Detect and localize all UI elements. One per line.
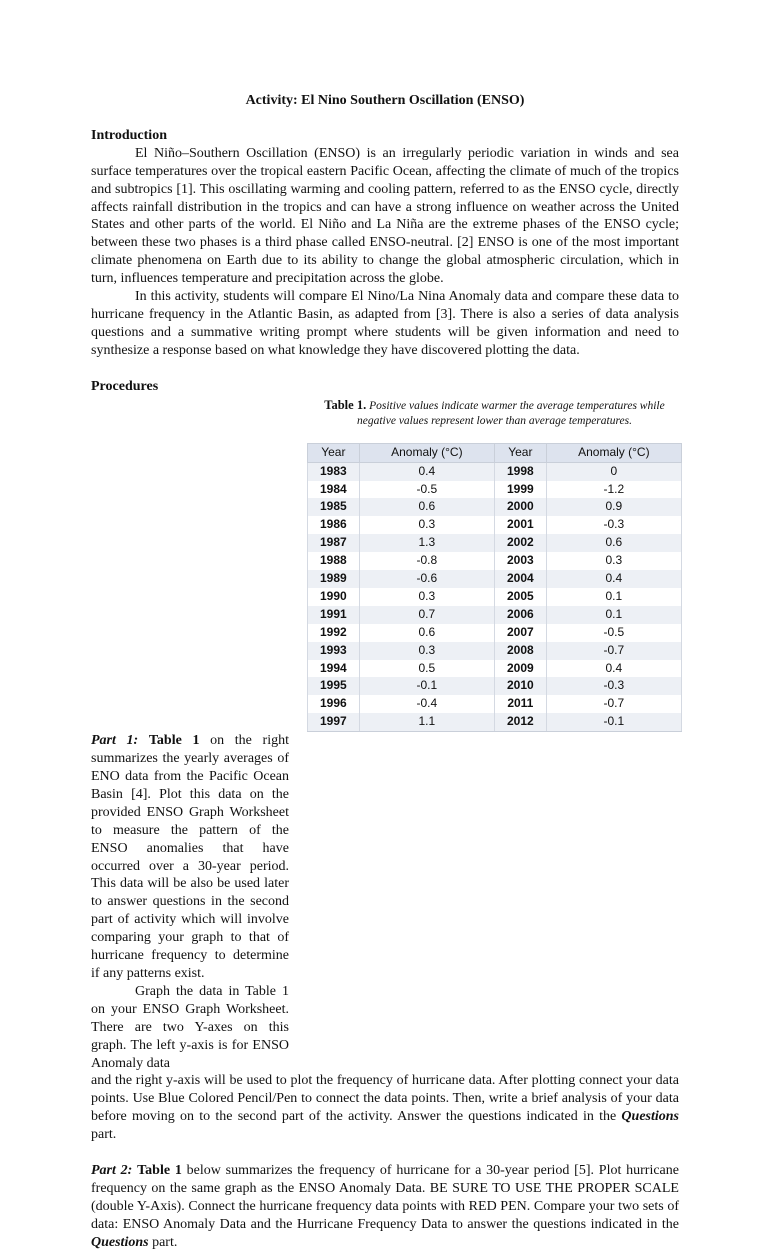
table-row: [308, 462, 682, 480]
table-row: [308, 695, 682, 713]
anomaly-cell: 0: [546, 462, 681, 480]
year-cell: 1986: [308, 516, 360, 534]
year-cell: 1983: [308, 462, 360, 480]
header-anomaly-1: Anomaly (°C): [359, 443, 494, 462]
year-cell: 2012: [494, 713, 546, 731]
anomaly-cell: -0.3: [546, 516, 681, 534]
part-suffix-2: part.: [148, 1234, 178, 1250]
part1-continuation-text: and the right y-axis will be used to plot the frequency of hurricane data. After plotting connect your data points. Use Blue Colored Pencil/Pen to connect the data points. Then, write a brief analysis of your data before moving on to the second part of the activity. Answer the questions indicated in the: [91, 1073, 679, 1125]
part1-section: [91, 396, 679, 1073]
year-cell: 2001: [494, 516, 546, 534]
introduction-paragraph-2: In this activity, students will compare El Nino/La Nina Anomaly data and compare these data to hurricane frequency in the Atlantic Basin, as adapted from [3]. There is also a series of data analysis questions and a summative writing prompt where students will be given information and need to synthesize a response based on what knowledge they have discovered plotting the data.: [91, 289, 679, 358]
year-cell: 2005: [494, 588, 546, 606]
anomaly-cell: 0.5: [359, 660, 494, 678]
year-cell: 1995: [308, 677, 360, 695]
year-cell: 1998: [494, 462, 546, 480]
anomaly-cell: 0.3: [546, 552, 681, 570]
introduction-paragraph-1: El Niño–Southern Oscillation (ENSO) is an irregularly periodic variation in winds and sea surface temperatures over the tropical eastern Pacific Ocean, affecting the climate of much of the tropics and subtropics [1]. This oscillating warming and cooling pattern, referred to as the ENSO cycle, directly affects rainfall distribution in the tropics and can have a strong influence on weather across the United States and other parts of the world. El Niño and La Niña are the extreme phases of the ENSO cycle; between these two phases is a third phase called ENSO-neutral. [2] ENSO is one of the most important climate phenomena on Earth due to its ability to change the global atmospheric circulation, which in turn, influences temperature and precipitation across the globe.: [91, 145, 679, 287]
anomaly-cell: -0.1: [359, 677, 494, 695]
anomaly-cell: 0.6: [546, 534, 681, 552]
anomaly-cell: 0.1: [546, 606, 681, 624]
table-row: [308, 481, 682, 499]
table-row: [308, 552, 682, 570]
table-row: [308, 516, 682, 534]
table-row: [308, 498, 682, 516]
year-cell: 2003: [494, 552, 546, 570]
anomaly-cell: 1.3: [359, 534, 494, 552]
table-1-box: [307, 396, 682, 733]
table-row: [308, 588, 682, 606]
table-header-row: [308, 443, 682, 462]
year-cell: 1989: [308, 570, 360, 588]
header-anomaly-2: Anomaly (°C): [546, 443, 681, 462]
part1-continuation: [91, 1072, 679, 1144]
year-cell: 1992: [308, 624, 360, 642]
year-cell: 1987: [308, 534, 360, 552]
table-body: [308, 462, 682, 732]
table-row: [308, 677, 682, 695]
anomaly-cell: 0.9: [546, 498, 681, 516]
part1-table-ref: Table 1: [148, 733, 200, 749]
year-cell: 1996: [308, 695, 360, 713]
table-row: [308, 660, 682, 678]
anomaly-cell: 0.6: [359, 498, 494, 516]
anomaly-cell: 0.4: [546, 660, 681, 678]
anomaly-cell: 0.3: [359, 588, 494, 606]
part1-paragraph: [91, 732, 289, 983]
procedures-heading: Procedures: [91, 378, 159, 394]
anomaly-cell: 1.1: [359, 713, 494, 731]
anomaly-cell: 0.3: [359, 516, 494, 534]
anomaly-cell: -0.5: [546, 624, 681, 642]
table-row: [308, 534, 682, 552]
anomaly-cell: 0.7: [359, 606, 494, 624]
anomaly-cell: -0.3: [546, 677, 681, 695]
questions-word: Questions: [621, 1109, 679, 1125]
year-cell: 1991: [308, 606, 360, 624]
part1-body: on the right summarizes the yearly averages of ENO data from the Pacific Ocean Basin [4]. Plot this data on the provided ENSO Graph Worksheet to measure the pattern of the ENSO anomalies that have occurred over a 30-year period. This data will be also be used later to answer questions in the second part of activity which will involve comparing your graph to that of hurricane frequency to determine if any patterns exist.: [91, 733, 289, 981]
anomaly-cell: -0.1: [546, 713, 681, 731]
header-year-1: Year: [308, 443, 360, 462]
year-cell: 2010: [494, 677, 546, 695]
year-cell: 2002: [494, 534, 546, 552]
anomaly-cell: -0.4: [359, 695, 494, 713]
year-cell: 2007: [494, 624, 546, 642]
table-row: [308, 570, 682, 588]
part1-text: [91, 732, 289, 1072]
table-1-caption-text: Positive values indicate warmer the average temperatures while negative values represent lower than average temperatures.: [357, 399, 665, 427]
document-page: [91, 92, 679, 1252]
part2-label: Part 2:: [91, 1163, 133, 1179]
year-cell: 1985: [308, 498, 360, 516]
table-row: [308, 606, 682, 624]
year-cell: 1990: [308, 588, 360, 606]
anomaly-cell: -0.7: [546, 695, 681, 713]
introduction-heading: Introduction: [91, 127, 167, 143]
part1-label: Part 1:: [91, 733, 139, 749]
year-cell: 2000: [494, 498, 546, 516]
questions-word-2: Questions: [91, 1234, 149, 1250]
anomaly-cell: -0.6: [359, 570, 494, 588]
part-suffix: part.: [91, 1127, 117, 1143]
year-cell: 1984: [308, 481, 360, 499]
year-cell: 2009: [494, 660, 546, 678]
part2-paragraph: [91, 1162, 679, 1252]
anomaly-cell: 0.1: [546, 588, 681, 606]
part2-body: below summarizes the frequency of hurricane for a 30-year period [5]. Plot hurricane frequency on the same graph as the ENSO Anomaly Data. BE SURE TO USE THE PROPER SCALE (double Y-Axis). Connect the hurricane frequency data points with RED PEN. Compare your two sets of data: ENSO Anomaly Data and the Hurricane Frequency Data to answer the questions indicated in the: [91, 1163, 679, 1232]
anomaly-cell: -0.7: [546, 642, 681, 660]
enso-anomaly-table: [307, 443, 682, 733]
year-cell: 2006: [494, 606, 546, 624]
anomaly-cell: 0.4: [546, 570, 681, 588]
part1-paragraph-2: Graph the data in Table 1 on your ENSO Graph Worksheet. There are two Y-axes on this graph. The left y-axis is for ENSO Anomaly data: [91, 983, 289, 1071]
year-cell: 2011: [494, 695, 546, 713]
year-cell: 2004: [494, 570, 546, 588]
table-1-caption-label: Table 1.: [324, 397, 367, 412]
header-year-2: Year: [494, 443, 546, 462]
anomaly-cell: -0.5: [359, 481, 494, 499]
anomaly-cell: 0.3: [359, 642, 494, 660]
table-1-caption: [307, 398, 682, 429]
anomaly-cell: -0.8: [359, 552, 494, 570]
year-cell: 1997: [308, 713, 360, 731]
year-cell: 1988: [308, 552, 360, 570]
table-row: [308, 713, 682, 731]
anomaly-cell: 0.6: [359, 624, 494, 642]
anomaly-cell: 0.4: [359, 462, 494, 480]
year-cell: 1994: [308, 660, 360, 678]
table-row: [308, 642, 682, 660]
anomaly-cell: -1.2: [546, 481, 681, 499]
table-row: [308, 624, 682, 642]
year-cell: 1999: [494, 481, 546, 499]
year-cell: 1993: [308, 642, 360, 660]
year-cell: 2008: [494, 642, 546, 660]
part2-table-ref: Table 1: [137, 1163, 182, 1179]
page-title: Activity: El Nino Southern Oscillation (ENSO): [245, 93, 525, 108]
